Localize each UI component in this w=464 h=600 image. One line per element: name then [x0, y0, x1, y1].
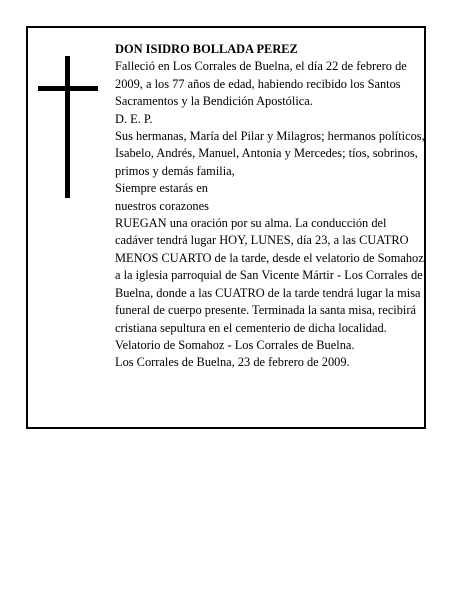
deceased-name: DON ISIDRO BOLLADA PEREZ	[115, 42, 298, 56]
family-list: Sus hermanas, María del Pilar y Milagros; hermanos políticos, Isabelo, Andrés, Manuel, Antonia y Mercedes; tíos, sobrinos, primos y demás familia,	[115, 129, 425, 178]
funeral-info: RUEGAN una oración por su alma. La conducción del cadáver tendrá lugar HOY, LUNES, día 23, a las CUATRO MENOS CUARTO de la tarde, desde el velatorio de Somahoz, a la iglesia parroquial de San Vicente Mártir - Los Corrales de Buelna, donde a las CUATRO de la tarde tendrá lugar la misa funeral de cuerpo presente. Terminada la santa misa, recibirá cristiana sepultura en el cementerio de dicha localidad.	[115, 216, 427, 335]
obituary-notice	[26, 26, 426, 429]
death-info: Falleció en Los Corrales de Buelna, el día 22 de febrero de 2009, a los 77 años de edad, habiendo recibido los Santos Sacramentos y la Bendición Apostólica.	[115, 59, 407, 109]
cross-icon	[38, 56, 98, 198]
place-date: Los Corrales de Buelna, 23 de febrero de 2009.	[115, 355, 350, 370]
cross-vertical-bar	[65, 56, 70, 198]
dep-line: D. E. P.	[115, 111, 153, 126]
wake-location: Velatorio de Somahoz - Los Corrales de Buelna.	[115, 337, 355, 352]
memorial-line-2: nuestros corazones	[115, 198, 209, 213]
memorial-line-1: Siempre estarás en	[115, 181, 208, 196]
cross-horizontal-bar	[38, 86, 98, 91]
notice-text	[115, 41, 427, 372]
